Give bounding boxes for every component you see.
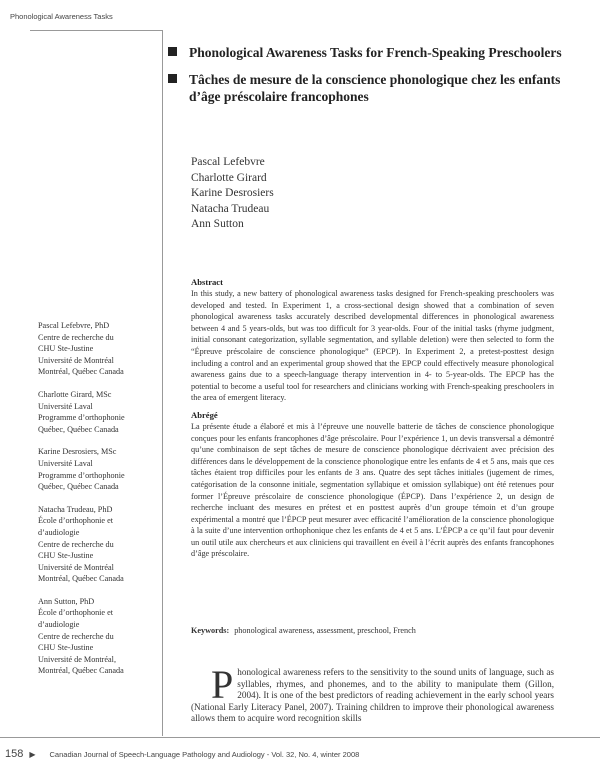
english-title: Phonological Awareness Tasks for French-Speaking Preschoolers — [189, 45, 562, 60]
affiliation-line: Pascal Lefebvre, PhD — [38, 321, 110, 330]
keywords-text: phonological awareness, assessment, preschool, French — [234, 626, 416, 635]
affiliation-line: Karine Desrosiers, MSc — [38, 447, 117, 457]
page-footer — [5, 748, 359, 760]
affiliation-trudeau — [38, 504, 162, 585]
abstract-column — [191, 277, 554, 560]
affiliation-sutton — [38, 596, 162, 677]
affiliation-line: CHU Ste-Justine — [38, 643, 94, 653]
abstract-heading: Abstract — [191, 277, 223, 287]
affiliation-line: Natacha Trudeau, PhD — [38, 504, 113, 514]
page-number: 158 — [5, 748, 24, 760]
affiliation-line: Programme d’orthophonie — [38, 470, 125, 480]
title-bullet-icon — [168, 74, 177, 83]
title-bullet-icon — [168, 47, 177, 56]
affiliation-line: Québec, Québec Canada — [38, 482, 119, 492]
affiliation-line: Université de Montréal — [38, 355, 114, 365]
affiliation-line: Université de Montréal, — [38, 654, 116, 664]
keywords — [191, 625, 554, 637]
affiliation-line: Centre de recherche du — [38, 631, 114, 641]
french-title-row — [168, 71, 588, 105]
affiliation-line: d’audiologie — [38, 620, 80, 630]
intro-text: honological awareness refers to the sensitivity to the sound units of language, such as syllables, rhymes, and phonemes, and to the ability to manipulate them (Gillon, 2004). It is one of the best predictors of reading achievement in the early school years (National Early Literacy Panel, 2007). Training children to improve their phonological awareness allows them to acquire word recognition skills — [191, 667, 554, 724]
author-name: Karine Desrosiers — [191, 187, 274, 199]
arrow-right-icon: ▶ — [29, 749, 36, 759]
author-name: Charlotte Girard — [191, 171, 267, 184]
left-top-rule — [30, 30, 162, 31]
affiliation-line: Charlotte Girard, MSc — [38, 389, 112, 399]
affiliation-line: Université Laval — [38, 401, 93, 411]
affiliation-line: École d’orthophonie et — [38, 516, 114, 526]
affiliation-line: Université Laval — [38, 458, 93, 468]
abrege-text: La présente étude a élaboré et mis à l’épreuve une nouvelle batterie de tâches de conscience phonologique conçues pour les enfants francophones d’âge préscolaire. Pour l’expérience 1, un devis transversal a démontré qu’une combinaison de sept tâches de mesure de conscience phonologique décrivaient avec précision des différences dans le développement de la conscience phonologique entre les enfants de 4 et 5 ans, mais que ces tâches étaient trop difficiles pour les enfants de 3 ans. Quatre des sept tâches initiales (jugement de rimes, catégorisation de la consonne initiale, segmentation syllabique et omission syllabique) ont été retenues pour former l’Épreuve préscolaire de conscience phonologique (ÉPCP). Dans l’expérience 2, un design de recherche incluant des mesures en prétest et en posttest auprès d’un groupe témoin et d’un groupe expérimental a montré que l’ÉPCP peut mesurer avec efficacité l’amélioration de la conscience phonologique à la suite d’une intervention orthophonique chez les enfants de 4 et 5 ans. L’ÉPCP a ce qu’il faut pour devenir un outil utile aux chercheurs et aux cliniciens qui travaillent en éveil à l’écrit auprès des enfants francophones d’âge préscolaire. — [191, 421, 554, 559]
affiliation-line: Montréal, Québec Canada — [38, 367, 124, 377]
author-name: Natacha Trudeau — [191, 202, 270, 215]
english-title-row — [168, 44, 588, 61]
intro-paragraph — [191, 662, 554, 725]
footer-rule — [0, 737, 600, 738]
column-divider — [162, 30, 163, 736]
abstract-text: In this study, a new battery of phonological awareness tasks designed for French-speaking preschoolers was developed and tested. In Experiment 1, a cross-sectional design showed that a combination of seven phonological awareness tasks accurately described developmental differences in phonological awareness between 4 and 5 years-olds, but was too difficult for 3 year-olds. Four of the initial tasks (rhyme judgment, initial consonant categorization, syllable segmentation, and syllable deletion) were then selected to form the “Épreuve préscolaire de conscience phonologique” (EPCP). In Experiment 2, a pretest-posttest design including a control and an experimental group showed that the EPCP could effectively measure phonological awareness gains due to a speech-language therapy intervention in 4- to 5-year-olds. The EPCP has the potential to become a useful tool for researchers and clinicians working with French-speaking preschoolers in the area of emergent literacy. — [191, 289, 554, 403]
affiliation-line: Montréal, Québec Canada — [38, 666, 124, 676]
title-block — [168, 44, 588, 115]
affiliation-line: Centre de recherche du — [38, 539, 114, 549]
affiliation-line: Centre de recherche du — [38, 332, 114, 342]
running-head: Phonological Awareness Tasks — [10, 12, 113, 21]
journal-citation: Canadian Journal of Speech-Language Pathology and Audiology - Vol. 32, No. 4, winter 2008 — [49, 749, 360, 759]
author-name: Ann Sutton — [191, 218, 244, 230]
affiliation-line: Université de Montréal — [38, 562, 114, 572]
affiliation-line: École d’orthophonie et — [38, 608, 114, 618]
author-list — [191, 155, 274, 233]
affiliation-line: CHU Ste-Justine — [38, 551, 94, 561]
affiliation-line: d’audiologie — [38, 527, 80, 537]
affiliation-line: Québec, Québec Canada — [38, 424, 119, 434]
affiliation-girard — [38, 389, 162, 435]
author-name: Pascal Lefebvre — [191, 156, 265, 168]
drop-cap: P — [211, 662, 234, 707]
affiliation-line: Montréal, Québec Canada — [38, 574, 124, 584]
affiliation-desrosiers — [38, 446, 162, 492]
affiliation-line: Ann Sutton, PhD — [38, 596, 95, 606]
keywords-label: Keywords: — [191, 626, 230, 635]
affiliations-sidebar — [38, 320, 162, 688]
affiliation-line: Programme d’orthophonie — [38, 413, 125, 423]
affiliation-lefebvre — [38, 320, 162, 378]
french-title: Tâches de mesure de la conscience phonologique chez les enfants d’âge préscolaire francophones — [189, 72, 561, 104]
affiliation-line: CHU Ste-Justine — [38, 344, 94, 354]
abrege-heading: Abrégé — [191, 409, 218, 420]
